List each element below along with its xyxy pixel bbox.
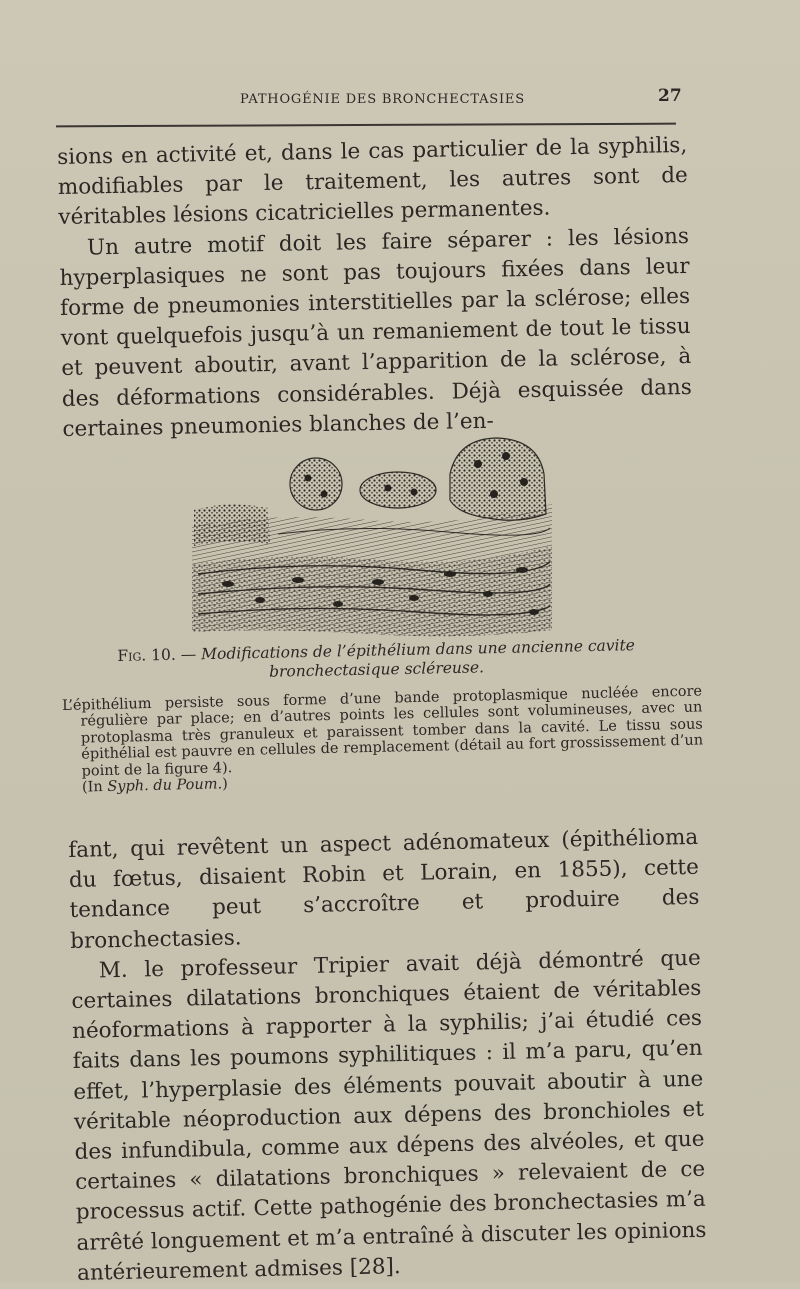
figure-caption-title	[116, 636, 637, 685]
figure-source-prefix: (In	[81, 779, 108, 796]
figure-description: L’épithélium persiste sous forme d’une bande protoplasmique nucléée encore régulière par place; en d’autres points les cellules sont volumineuses, avec un protoplasma très granuleux et paraissent tomber dans la cavité. Le tissu sous épithélial est pauvre en cellules de remplacement (détail au fort grossissement d’un point de la figure 4).	[62, 683, 704, 780]
text-block-bottom	[68, 823, 707, 1289]
figure-source-suffix: )	[221, 776, 228, 793]
paragraph: Un autre motif doit les faire séparer : les lésions hyperplasiques ne sont pas toujours fixées dans leur forme de pneumonies interstitielles par la sclérose; elles vont quelquefois jusqu’à un remaniement de tout le tissu et peuvent aboutir, avant l’apparition de la sclérose, à des déformations considérables. Déjà esquissée dans certaines pneumonies blanches de l’en-	[59, 223, 693, 442]
figure-title: — Modifications de l’épithélium dans une ancienne cavite bronchectasique scléreuse.	[180, 636, 636, 681]
page-number: 27	[658, 86, 682, 106]
paragraph: sions en activité et, dans le cas particulier de la syphilis, modifiables par le traitement, les autres sont de véritables lésions cicatricielles permanentes.	[57, 132, 688, 231]
figure-label: Fig. 10.	[117, 645, 176, 665]
figure-caption-description	[62, 683, 704, 796]
paragraph: fant, qui revêtent un aspect adénomateux (épithélioma du fœtus, disaient Robin et Lorain, en 1855), cette tendance peut s’accroître et produire des bronchectasies.	[68, 824, 700, 954]
running-head: PATHOGÉNIE DES BRONCHECTASIES	[240, 92, 525, 107]
paragraph: M. le professeur Tripier avait déjà démontré que certaines dilatations bronchiques étaient de véritables néoformations à rapporter à la syphilis; j’ai étudié ces faits dans les poumons syphilitiques : il m’a paru, qu’en effet, l’hyperplasie des éléments pouvait aboutir à une véritable néoproduction aux dépens des bronchioles et des infundibula, comme aux dépens des alvéoles, et que certaines « dilatations bronchiques » relevaient de ce processus actif. Cette pathogénie des bronchectasies m’a arrêté longuement et m’a entraîné à discuter les opinions antérieurement admises [28].	[71, 945, 707, 1286]
histology-engraving	[188, 434, 554, 642]
text-block-top	[57, 131, 693, 445]
header-rule	[56, 123, 676, 128]
histology-figure	[188, 434, 554, 642]
figure-source-title: Syph. du Poum.	[107, 776, 223, 796]
